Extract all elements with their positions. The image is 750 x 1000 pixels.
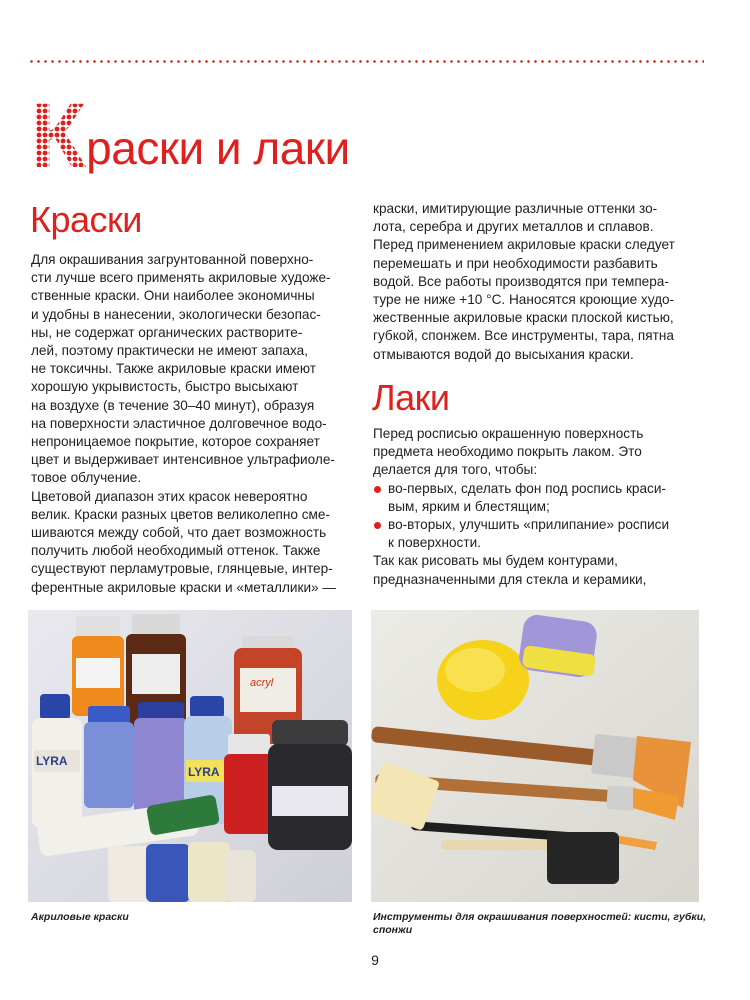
right-photo-caption (373, 911, 713, 937)
brushes-sponges-illustration (371, 610, 699, 902)
text-line: во-вторых, улучшить «прилипание» росписи (388, 517, 670, 533)
text-line: получить любой необходимый оттенок. Также (31, 543, 321, 559)
paints-paragraph-1 (31, 251, 356, 488)
text-line: цвет и выдерживает интенсивное ультрафиоле- (31, 452, 335, 468)
right-text-column-top (373, 200, 713, 364)
paint-jars-illustration (28, 610, 352, 902)
text-line: предмета необходимо покрыть лаком. Это (373, 444, 642, 460)
text-line: хорошую укрывистость, быстро высыхают (31, 379, 299, 395)
text-line: Перед применением акриловые краски следует (373, 237, 675, 253)
text-line: жественные акриловые краски плоской кистью, (373, 310, 674, 326)
bullet-dot-icon (374, 522, 381, 529)
title-text: раски и лаки (86, 122, 350, 174)
text-line: делается для того, чтобы: (373, 462, 538, 478)
text-line: товое облучение. (31, 470, 142, 486)
text-line: сти лучше всего применять акриловые художе- (31, 270, 331, 286)
right-text-column-bottom (373, 425, 713, 589)
text-line: отмываются водой до высыхания краски. (373, 346, 634, 362)
text-line: ферентные акриловые краски и «металлики» — (31, 579, 336, 595)
section-heading-paints: Краски (30, 199, 142, 240)
bullet-item (373, 480, 713, 516)
text-line: ны, не содержат органических растворите- (31, 324, 303, 340)
title-dotted-initial: К (30, 85, 87, 187)
text-line: существуют перламутровые, глянцевые, интер- (31, 561, 333, 577)
photo-painting-tools (371, 610, 699, 902)
text-line: ственные краски. Они наиболее экономичны (31, 288, 315, 304)
text-line: туре не ниже +10 °С. Наносятся кроющие худо- (373, 292, 675, 308)
header-dotted-rule (28, 60, 704, 63)
varnish-paragraph-2 (373, 552, 713, 588)
text-line: непроницаемое покрытие, которое сохраняет (31, 434, 320, 450)
text-line: на воздухе (в течение 30–40 минут), образуя (31, 397, 315, 413)
text-line: вым, ярким и блестящим; (388, 498, 550, 514)
paints-paragraph-2 (31, 488, 356, 597)
caption-line: Инструменты для окрашивания поверхностей: кисти, губки, (373, 911, 707, 923)
text-line: Перед росписью окрашенную поверхность (373, 426, 644, 441)
jar-label-text: acryl (250, 677, 274, 689)
varnish-paragraph-1 (373, 425, 713, 480)
text-line: предназначенными для стекла и керамики, (373, 571, 647, 587)
paints-paragraph-3 (373, 200, 713, 364)
bullet-dot-icon (374, 486, 381, 493)
bullet-item (373, 516, 713, 552)
caption-line: спонжи (373, 924, 413, 936)
left-text-column (31, 251, 356, 597)
photo-acrylic-paints (28, 610, 352, 902)
text-line: водой. Все работы производятся при темпера- (373, 273, 669, 289)
text-line: велик. Краски разных цветов великолепно сме- (31, 506, 330, 522)
text-line: во-первых, сделать фон под роспись краси- (388, 480, 666, 496)
text-line: к поверхности. (388, 535, 481, 551)
page-number: 9 (371, 952, 379, 968)
text-line: не токсичны. Также акриловые краски имеют (31, 361, 316, 377)
text-line: шиваются между собой, что дает возможность (31, 525, 327, 541)
text-line: Так как рисовать мы будем контурами, (373, 553, 618, 569)
text-line: Для окрашивания загрунтованной поверхно- (31, 252, 314, 267)
jar-label-text: LYRA (188, 765, 220, 779)
text-line: на поверхности эластичное долговечное водо- (31, 415, 327, 431)
text-line: лей, поэтому практически не имеют запаха, (31, 343, 308, 359)
text-line: Цветовой диапазон этих красок невероятно (31, 488, 308, 504)
section-heading-varnish: Лаки (372, 377, 450, 418)
text-line: губкой, спонжем. Все инструменты, тара, пятна (373, 328, 674, 344)
text-line: лота, серебра и других металлов и сплавов. (373, 219, 654, 235)
jar-label-text: LYRA (36, 754, 68, 768)
left-photo-caption: Акриловые краски (31, 911, 129, 923)
text-line: перемешать и при необходимости разбавить (373, 255, 658, 271)
page-title (30, 85, 350, 187)
text-line: и удобны в нанесении, экологически безопас- (31, 306, 321, 322)
text-line: краски, имитирующие различные оттенки зо- (373, 201, 658, 216)
